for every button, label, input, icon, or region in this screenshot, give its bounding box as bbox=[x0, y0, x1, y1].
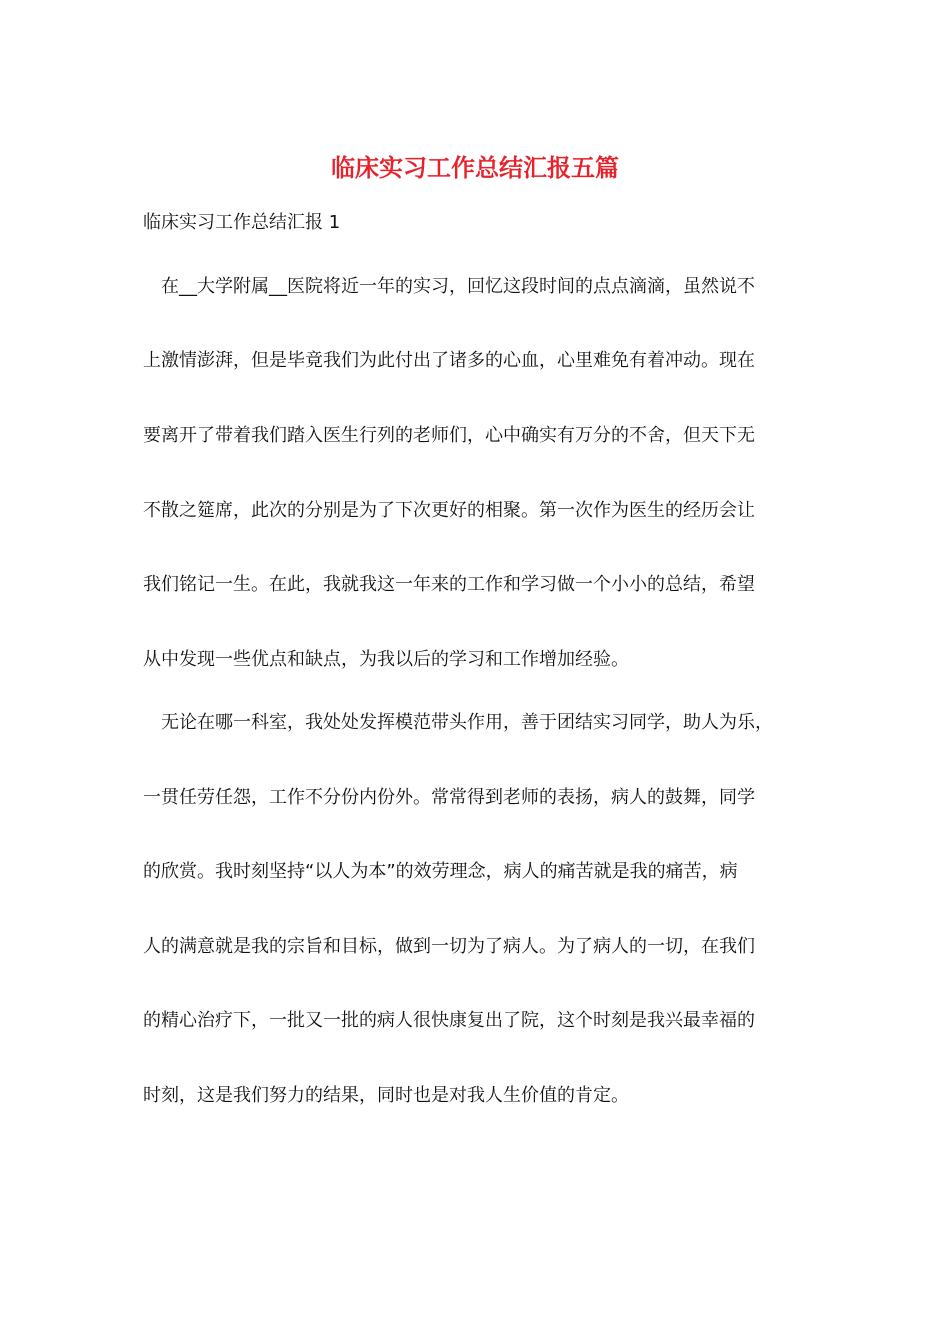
paragraph-1-line-3: 要离开了带着我们踏入医生行列的老师们，心中确实有万分的不舍，但天下无 bbox=[143, 425, 755, 446]
paragraph-1-line-4: 不散之筵席，此次的分别是为了下次更好的相聚。第一次作为医生的经历会让 bbox=[143, 500, 755, 521]
paragraph-1-line-2: 上激情澎湃，但是毕竟我们为此付出了诸多的心血，心里难免有着冲动。现在 bbox=[143, 350, 755, 371]
paragraph-2-line-2: 一贯任劳任怨，工作不分份内份外。常常得到老师的表扬，病人的鼓舞，同学 bbox=[143, 787, 755, 808]
paragraph-1-line-1: 在__大学附属__医院将近一年的实习，回忆这段时间的点点滴滴，虽然说不 bbox=[143, 276, 755, 297]
paragraph-2-line-6: 时刻，这是我们努力的结果，同时也是对我人生价值的肯定。 bbox=[143, 1085, 629, 1106]
paragraph-2-line-1: 无论在哪一科室，我处处发挥模范带头作用，善于团结实习同学，助人为乐， bbox=[143, 712, 773, 733]
paragraph-1-line-6: 从中发现一些优点和缺点，为我以后的学习和工作增加经验。 bbox=[143, 649, 629, 670]
paragraph-2-line-3: 的欣赏。我时刻坚持“以人为本”的效劳理念，病人的痛苦就是我的痛苦，病 bbox=[143, 861, 738, 882]
paragraph-2-line-4: 人的满意就是我的宗旨和目标，做到一切为了病人。为了病人的一切，在我们 bbox=[143, 936, 755, 957]
paragraph-2-line-5: 的精心治疗下，一批又一批的病人很快康复出了院，这个时刻是我兴最幸福的 bbox=[143, 1010, 755, 1031]
section-heading: 临床实习工作总结汇报 1 bbox=[143, 212, 341, 233]
document-title: 临床实习工作总结汇报五篇 bbox=[331, 153, 619, 182]
paragraph-1-line-5: 我们铭记一生。在此，我就我这一年来的工作和学习做一个小小的总结，希望 bbox=[143, 574, 755, 595]
